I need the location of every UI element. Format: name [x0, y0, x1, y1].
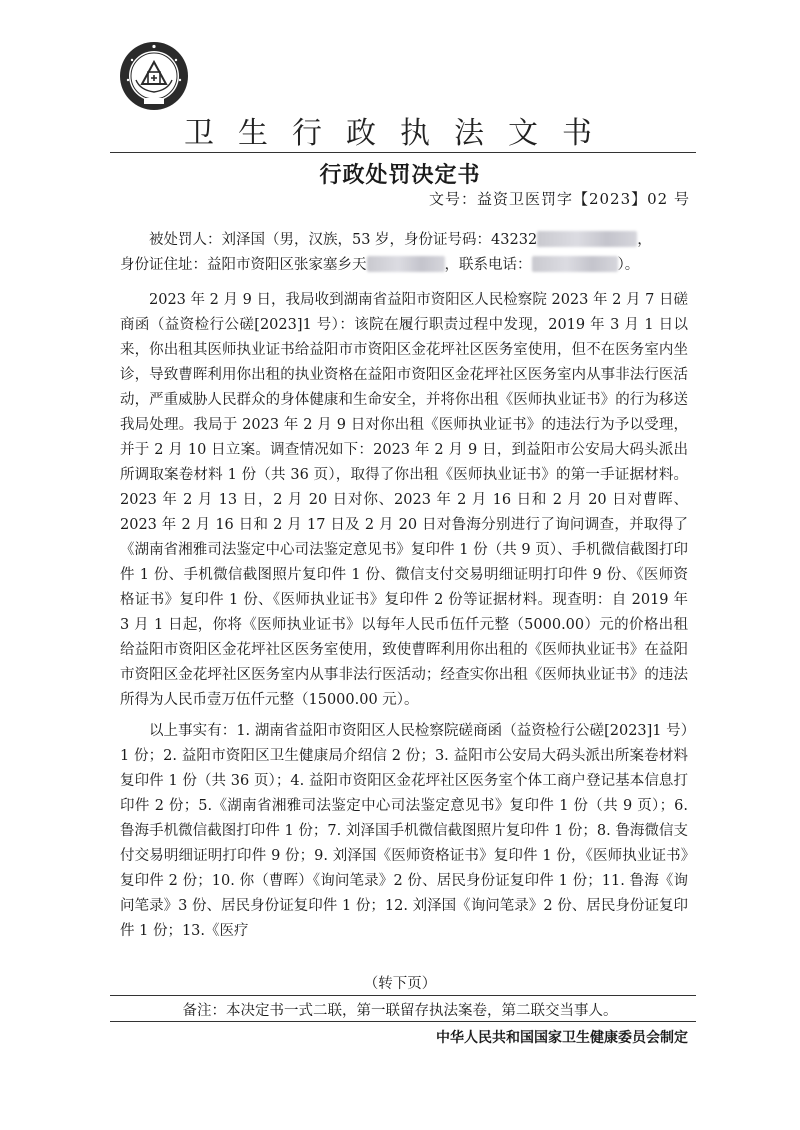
continued-marker: （转下页） — [363, 976, 437, 992]
party-line2-middle: ，联系电话： — [444, 257, 532, 273]
note-divider-bottom — [110, 1021, 696, 1022]
redacted-id-number — [537, 231, 637, 247]
redacted-phone — [532, 256, 618, 272]
party-line2-prefix: 身份证住址：益阳市资阳区张家塞乡天 — [120, 257, 367, 273]
redacted-address — [367, 256, 445, 272]
remarks-note: 备注：本决定书一式二联，第一联留存执法案卷，第二联交当事人。 — [182, 1003, 618, 1019]
evidence-paragraph: 以上事实有：1. 湖南省益阳市资阳区人民检察院磋商函（益资检行公磋[2023]1 号）1 份；2. 益阳市资阳区卫生健康局介绍信 2 份；3. 益阳市公安局大码头派出所案卷材料复印件 1 份（共 36 页）；4. 益阳市资阳区金花坪社区医务室个体工商户登记基本信息打印件 2 份；5.《湖南省湘雅司法鉴定中心司法鉴定意见书》复印件 1 份（共 9 页）；6. 鲁海手机微信截图打印件 1 份；7. 刘泽国手机微信截图照片复印件 1 份；8. 鲁海微信支付交易明细证明打印件 9 份；9. 刘泽国《医师资格证书》复印件 1 份，《医师执业证书》复印件 2 份；10. 你（曹晖）《询问笔录》2 份、居民身份证复印件 1 份；11. 鲁海《询问笔录》3 份、居民身份证复印件 1 份；12. 刘泽国《询问笔录》2 份、居民身份证复印件 1 份；13.《医疗 — [120, 723, 688, 939]
document-title: 行政处罚决定书 — [319, 163, 481, 188]
health-inspection-emblem-icon — [118, 40, 190, 112]
document-number: 文号：益资卫医罚字【2023】02 号 — [428, 190, 690, 208]
party-address-line — [120, 253, 688, 278]
issuer-line: 中华人民共和国国家卫生健康委员会制定 — [436, 1030, 688, 1046]
party-line1-suffix: ， — [637, 232, 652, 248]
header-divider — [110, 152, 696, 153]
header-title: 卫生行政执法文书 — [184, 116, 616, 151]
note-divider-top — [110, 995, 696, 996]
facts-paragraph: 2023 年 2 月 9 日，我局收到湖南省益阳市资阳区人民检察院 2023 年 2 月 7 日磋商函（益资检行公磋[2023]1 号）：该院在履行职责过程中发现，2019 年 3 月 1 日以来，你出租其医师执业证书给益阳市市资阳区金花坪社区医务室使用，但不在医务室内坐诊，导致曹晖利用你出租的执业资格在益阳市资阳区金花坪社区医务室内从事非法行医活动，严重威胁人民群众的身体健康和生命安全，并将你出租《医师执业证书》的行为移送我局处理。我局于 2023 年 2 月 9 日对你出租《医师执业证书》的违法行为予以受理，并于 2 月 10 日立案。调查情况如下：2023 年 2 月 9 日，到益阳市公安局大码头派出所调取案卷材料 1 份（共 36 页），取得了你出租《医师执业证书》的第一手证据材料。2023 年 2 月 13 日，2 月 20 日对你、2023 年 2 月 16 日和 2 月 20 日对曹晖、2023 年 2 月 16 日和 2 月 17 日及 2 月 20 日对鲁海分别进行了询问调查，并取得了《湖南省湘雅司法鉴定中心司法鉴定意见书》复印件 1 份（共 9 页）、手机微信截图打印件 1 份、手机微信截图照片复印件 1 份、微信支付交易明细证明打印件 9 份、《医师资格证书》复印件 1 份、《医师执业证书》复印件 2 份等证据材料。现查明：自 2019 年 3 月 1 日起，你将《医师执业证书》以每年人民币伍仟元整（5000.00）元的价格出租给益阳市资阳区金花坪社区医务室使用，致使曹晖利用你出租的《医师执业证书》在益阳市资阳区金花坪社区医务室内从事非法行医活动；经查实你出租《医师执业证书》的违法所得为人民币壹万伍仟元整（15000.00 元）。 — [120, 292, 688, 708]
party-line — [120, 228, 688, 253]
party-line2-suffix: ）。 — [617, 257, 640, 273]
document-body — [120, 228, 688, 944]
party-line1-prefix: 被处罚人：刘泽国（男，汉族，53 岁，身份证号码：43232 — [149, 232, 538, 248]
